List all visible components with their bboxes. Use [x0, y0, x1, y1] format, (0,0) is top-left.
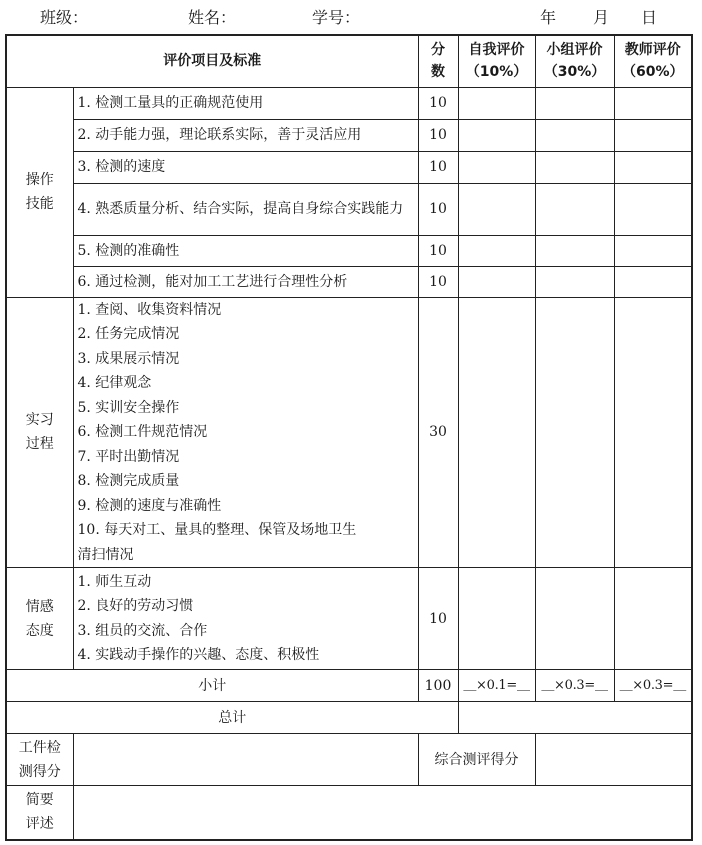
criterion: 6. 通过检测，能对加工工艺进行合理性分析 [73, 266, 418, 297]
col-header-group-line2: （30%） [543, 64, 606, 81]
evaluation-table [5, 34, 693, 841]
list-item: 5. 实训安全操作 [77, 399, 180, 416]
subtotal-label: 小计 [6, 670, 418, 702]
self-score-input[interactable] [458, 235, 535, 266]
workpiece-label-line2: 测得分 [18, 763, 61, 780]
category-skill-line1: 操作 [25, 172, 54, 188]
group-score-input[interactable] [535, 266, 614, 297]
list-item: 4. 纪律观念 [77, 375, 152, 391]
table-row [6, 87, 692, 119]
self-score-input[interactable] [458, 183, 535, 235]
group-score-input[interactable] [535, 87, 614, 119]
self-score-input[interactable] [458, 297, 535, 568]
teacher-score-input[interactable] [614, 266, 692, 297]
list-item: 2. 良好的劳动习惯 [77, 598, 194, 614]
teacher-score-input[interactable] [614, 119, 692, 151]
form-header [0, 0, 702, 34]
self-score-input[interactable] [458, 568, 535, 670]
col-header-self-line1: 自我评价 [468, 42, 525, 59]
self-subtotal-formula[interactable]: ＿×0.1=＿ [458, 670, 535, 702]
category-practice [6, 297, 73, 568]
category-skill [6, 87, 73, 297]
group-score-input[interactable] [535, 119, 614, 151]
category-skill-line2: 技能 [25, 196, 54, 212]
summary-input[interactable] [73, 786, 692, 840]
col-header-group [535, 35, 614, 87]
category-practice-line1: 实习 [25, 412, 54, 429]
score-cell: 10 [418, 235, 458, 266]
score-cell: 10 [418, 119, 458, 151]
col-header-teacher [614, 35, 692, 87]
teacher-score-input[interactable] [614, 297, 692, 568]
col-header-teacher-line2: （60%） [621, 64, 684, 81]
workpiece-score-input[interactable] [73, 734, 418, 786]
subtotal-row [6, 670, 692, 702]
col-header-score-line1: 分 [431, 42, 445, 59]
list-item: 1. 查阅、收集资料情况 [77, 301, 222, 318]
score-cell: 10 [418, 266, 458, 297]
score-cell: 10 [418, 183, 458, 235]
criterion: 3. 检测的速度 [73, 151, 418, 183]
group-score-input[interactable] [535, 568, 614, 670]
category-attitude [6, 568, 73, 670]
summary-label [6, 786, 73, 840]
workpiece-row [6, 734, 692, 786]
self-score-input[interactable] [458, 266, 535, 297]
table-row [6, 235, 692, 266]
col-header-score [418, 35, 458, 87]
workpiece-label-line1: 工件检 [18, 739, 61, 756]
list-item: 3. 成果展示情况 [77, 350, 180, 367]
col-header-project: 评价项目及标准 [6, 35, 418, 87]
table-header-row [6, 35, 692, 87]
category-attitude-line1: 情感 [25, 598, 54, 615]
list-item: 2. 任务完成情况 [77, 326, 180, 342]
table-row [6, 297, 692, 568]
summary-row [6, 786, 692, 840]
composite-score-input[interactable] [535, 734, 692, 786]
group-score-input[interactable] [535, 151, 614, 183]
teacher-subtotal-formula[interactable]: ＿×0.3=＿ [614, 670, 692, 702]
teacher-score-input[interactable] [614, 87, 692, 119]
student-id-label: 学号： [312, 8, 361, 27]
total-row [6, 702, 692, 734]
col-header-self-line2: （10%） [465, 64, 528, 81]
criteria-list-practice [73, 297, 418, 568]
self-score-input[interactable] [458, 119, 535, 151]
composite-score-label: 综合测评得分 [418, 734, 535, 786]
list-item: 10. 每天对工、量具的整理、保管及场地卫生 [77, 522, 357, 538]
class-label: 班级： [40, 8, 89, 27]
list-item: 4. 实践动手操作的兴趣、态度、积极性 [77, 647, 320, 663]
group-subtotal-formula[interactable]: ＿×0.3=＿ [535, 670, 614, 702]
self-score-input[interactable] [458, 151, 535, 183]
workpiece-label [6, 734, 73, 786]
col-header-group-line1: 小组评价 [546, 42, 603, 59]
col-header-score-line2: 数 [431, 64, 445, 81]
summary-label-line2: 评述 [25, 816, 54, 833]
col-header-self [458, 35, 535, 87]
summary-label-line1: 简要 [25, 792, 54, 809]
list-item: 9. 检测的速度与准确性 [77, 497, 222, 514]
list-item: 7. 平时出勤情况 [77, 448, 180, 465]
group-score-input[interactable] [535, 235, 614, 266]
name-label: 姓名： [188, 8, 237, 27]
criterion: 2. 动手能力强，理论联系实际，善于灵活应用 [73, 119, 418, 151]
list-item: 8. 检测完成质量 [77, 473, 180, 489]
month-label: 月 [593, 8, 610, 27]
teacher-score-input[interactable] [614, 568, 692, 670]
table-row [6, 151, 692, 183]
score-cell: 10 [418, 151, 458, 183]
list-item: 1. 师生互动 [77, 573, 152, 590]
list-item: 6. 检测工件规范情况 [77, 424, 208, 440]
criterion: 4. 熟悉质量分析、结合实际，提高自身综合实践能力 [73, 183, 418, 235]
day-label: 日 [641, 8, 658, 27]
score-cell: 10 [418, 87, 458, 119]
score-cell: 30 [418, 297, 458, 568]
year-label: 年 [540, 8, 557, 27]
teacher-score-input[interactable] [614, 183, 692, 235]
criteria-list-attitude [73, 568, 418, 670]
list-item: 清扫情况 [77, 546, 134, 563]
score-cell: 10 [418, 568, 458, 670]
self-score-input[interactable] [458, 87, 535, 119]
group-score-input[interactable] [535, 297, 614, 568]
table-row [6, 183, 692, 235]
group-score-input[interactable] [535, 183, 614, 235]
list-item: 3. 组员的交流、合作 [77, 622, 208, 639]
total-label: 总计 [6, 702, 458, 734]
teacher-score-input[interactable] [614, 235, 692, 266]
category-attitude-line2: 态度 [25, 622, 54, 639]
category-practice-line2: 过程 [25, 436, 54, 453]
table-row [6, 568, 692, 670]
table-row [6, 266, 692, 297]
subtotal-score: 100 [418, 670, 458, 702]
table-row [6, 119, 692, 151]
teacher-score-input[interactable] [614, 151, 692, 183]
col-header-teacher-line1: 教师评价 [624, 42, 681, 59]
criterion: 1. 检测工量具的正确规范使用 [73, 87, 418, 119]
criterion: 5. 检测的准确性 [73, 235, 418, 266]
total-input[interactable] [458, 702, 692, 734]
